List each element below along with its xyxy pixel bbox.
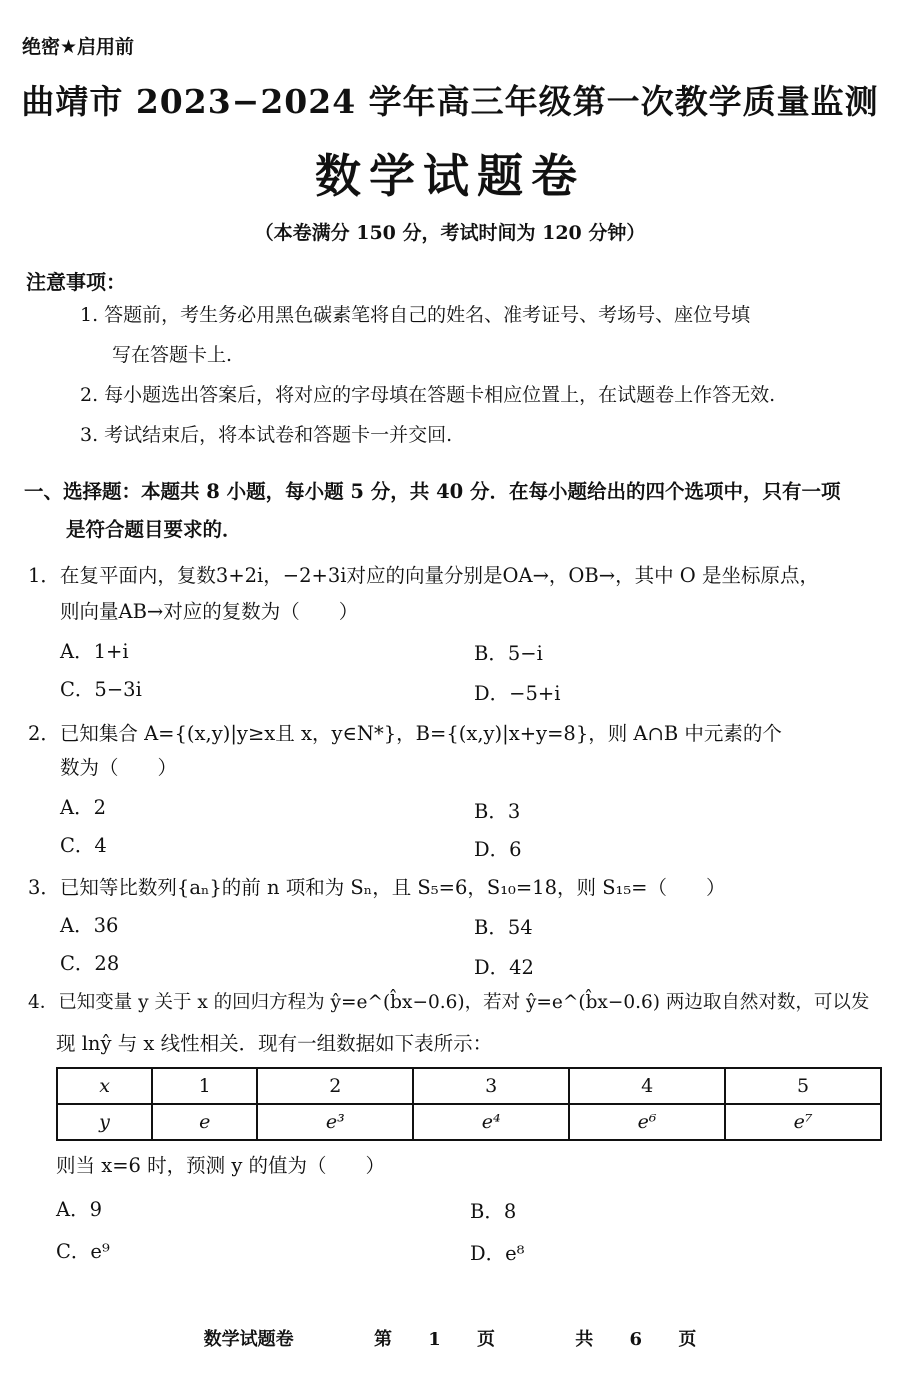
question-1-option-c: C．5−3i (60, 678, 142, 701)
table-row (57, 1104, 881, 1140)
page-footer (0, 1325, 900, 1351)
question-2-option-a: A．2 (60, 796, 106, 819)
question-2-text: 2．已知集合 A={(x,y)|y≥x且 x，y∈N*}，B={(x,y)|x+y=8}，则 A∩B 中元素的个 (28, 722, 782, 745)
question-4-text-cont: 现 lnŷ 与 x 线性相关．现有一组数据如下表所示： (56, 1032, 493, 1055)
table-cell: e³ (257, 1104, 413, 1140)
question-4-option-b: B．8 (470, 1200, 517, 1223)
question-4-prompt: 则当 x=6 时，预测 y 的值为（ ） (56, 1154, 386, 1177)
notice-heading: 注意事项： (26, 270, 126, 294)
table-cell: 1 (152, 1068, 257, 1104)
table-row (57, 1068, 881, 1104)
question-3-option-b: B．54 (474, 916, 533, 939)
question-1-text: 1．在复平面内，复数3+2i，−2+3i对应的向量分别是OA→，OB→，其中 O 是坐标原点， (28, 564, 819, 587)
question-3-option-c: C．28 (60, 952, 120, 975)
table-cell: e⁴ (413, 1104, 569, 1140)
table-cell: 4 (569, 1068, 725, 1104)
subject-title: 数学试题卷 (315, 149, 585, 203)
exam-title: 曲靖市 2023−2024 学年高三年级第一次教学质量监测 (21, 82, 879, 121)
question-1-text-cont: 则向量AB→对应的复数为（ ） (60, 600, 359, 623)
question-1-option-a: A．1+i (60, 640, 129, 663)
question-4-text: 4．已知变量 y 关于 x 的回归方程为 ŷ=e^(b̂x−0.6)，若对 ŷ=e^(b̂x−0.6) 两边取自然对数，可以发 (28, 992, 870, 1013)
question-3-text: 3．已知等比数列{aₙ}的前 n 项和为 Sₙ，且 S₅=6，S₁₀=18，则 S₁₅=（ ） (28, 876, 726, 899)
question-3-option-d: D．42 (474, 956, 534, 979)
table-cell: 2 (257, 1068, 413, 1104)
confidential-mark: 绝密★启用前 (22, 36, 135, 58)
footer-total-pages: 共 6 页 (575, 1329, 697, 1350)
notice-item: 写在答题卡上. (112, 344, 233, 366)
notice-item: 1. 答题前，考生务必用黑色碳素笔将自己的姓名、准考证号、考场号、座位号填 (80, 304, 751, 326)
question-1-option-b: B．5−i (474, 642, 543, 665)
question-3-option-a: A．36 (60, 914, 119, 937)
data-table (56, 1067, 882, 1141)
table-cell: 3 (413, 1068, 569, 1104)
question-4-option-a: A．9 (56, 1198, 102, 1221)
section-heading: 一、选择题：本题共 8 小题，每小题 5 分，共 40 分．在每小题给出的四个选项中，只有一项 (24, 480, 841, 503)
footer-subject: 数学试题卷 (203, 1329, 294, 1350)
question-2-option-b: B．3 (474, 800, 521, 823)
question-2-option-c: C．4 (60, 834, 107, 857)
table-cell: e⁶ (569, 1104, 725, 1140)
question-1-option-d: D．−5+i (474, 682, 561, 705)
question-4-option-c: C．e⁹ (56, 1240, 110, 1263)
table-cell: y (57, 1104, 152, 1140)
table-cell: e (152, 1104, 257, 1140)
table-cell: 5 (725, 1068, 881, 1104)
notice-item: 2. 每小题选出答案后，将对应的字母填在答题卡相应位置上，在试题卷上作答无效. (80, 384, 776, 406)
question-2-option-d: D．6 (474, 838, 522, 861)
section-heading-cont: 是符合题目要求的． (66, 518, 242, 541)
question-4-option-d: D．e⁸ (470, 1242, 525, 1265)
table-cell: x (57, 1068, 152, 1104)
exam-note: （本卷满分 150 分，考试时间为 120 分钟） (254, 222, 646, 244)
footer-page-number: 第 1 页 (373, 1329, 495, 1350)
table-cell: e⁷ (725, 1104, 881, 1140)
notice-item: 3. 考试结束后，将本试卷和答题卡一并交回. (80, 424, 453, 446)
question-2-text-cont: 数为（ ） (60, 756, 178, 779)
